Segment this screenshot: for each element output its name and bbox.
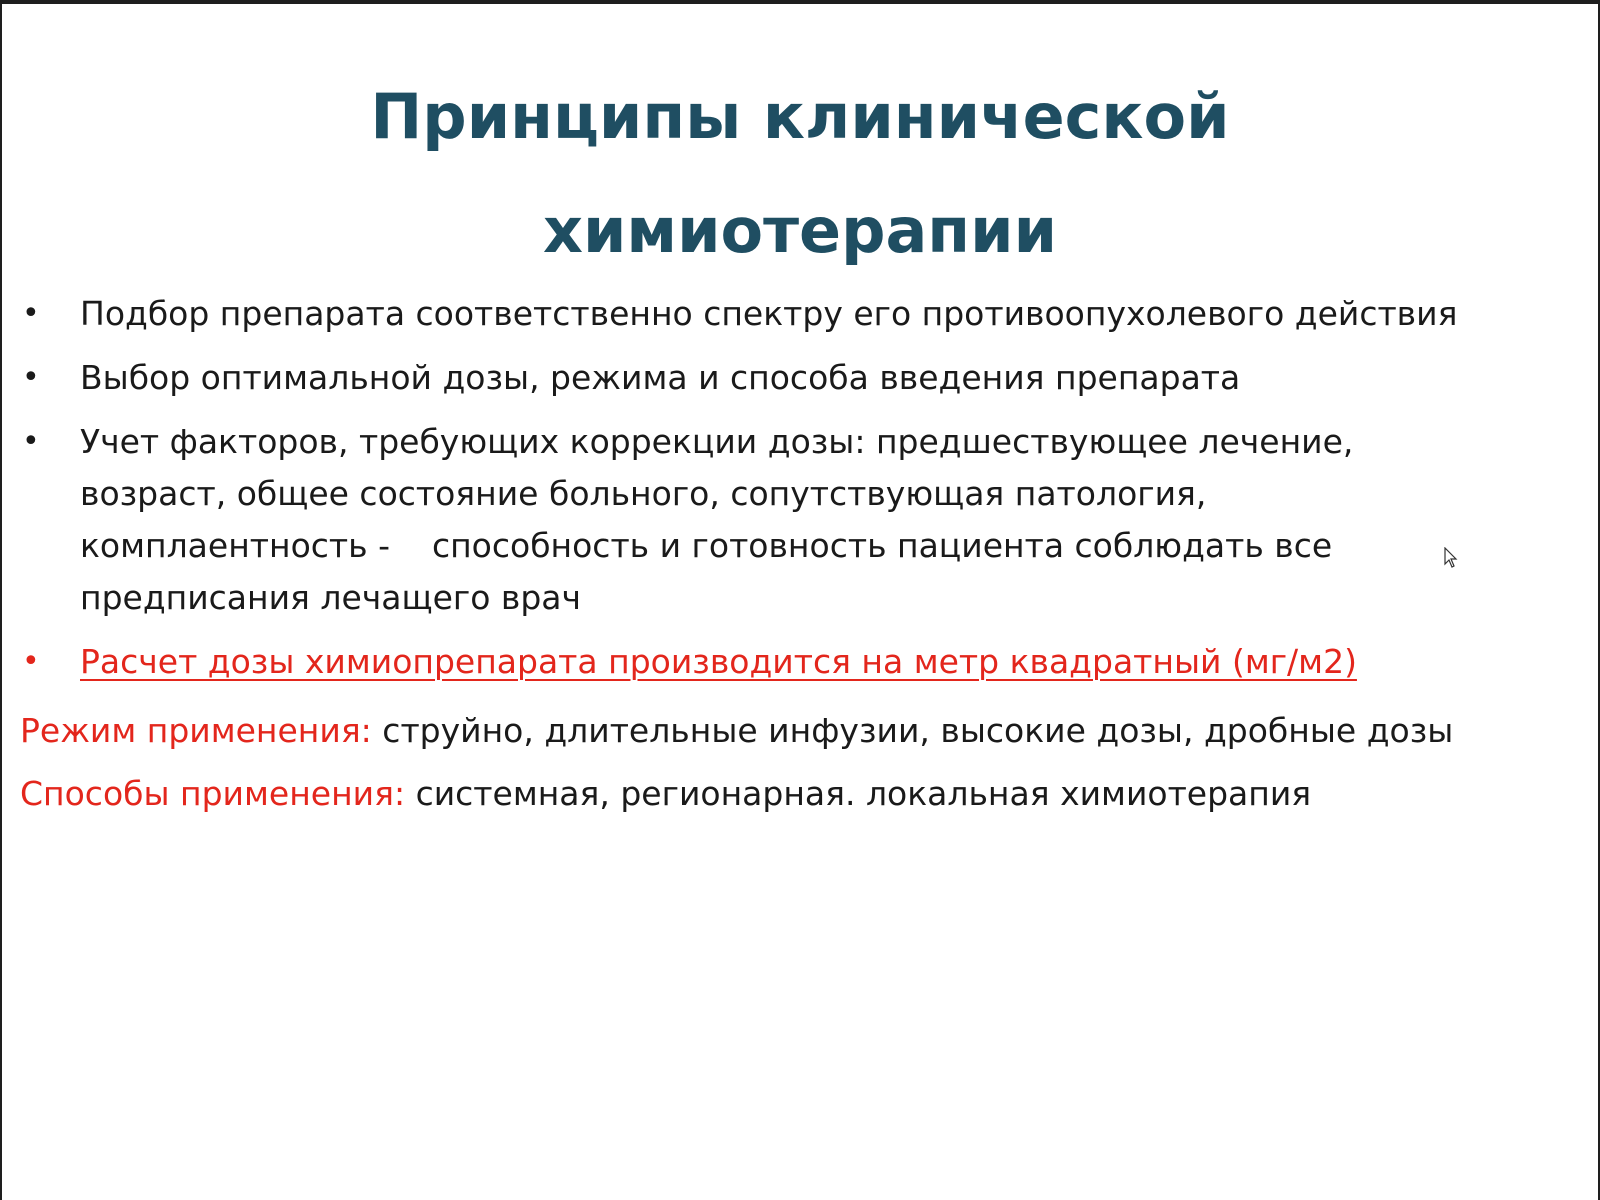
slide-title — [2, 60, 1598, 288]
bullet-item-dose-choice — [20, 352, 1580, 404]
bullet-dot-icon: • — [22, 360, 40, 395]
bullet-text: Расчет дозы химиопрепарата производится на метр квадратный (мг/м2) — [80, 642, 1357, 681]
bullet-item-dose-calculation — [20, 636, 1580, 688]
bullet-item-drug-selection — [20, 288, 1580, 340]
mode-of-application — [20, 705, 1453, 757]
bullet-text-line-4: предписания лечащего врач — [80, 578, 582, 617]
methods-of-application — [20, 768, 1311, 820]
bullet-dot-icon: • — [22, 644, 40, 679]
methods-value: системная, регионарная. локальная химиотерапия — [405, 774, 1312, 813]
mode-label: Режим применения: — [20, 711, 372, 750]
slide-title-line-2: химиотерапии — [542, 194, 1058, 267]
bullet-text-line-2: возраст, общее состояние больного, сопутствующая патология, — [80, 474, 1207, 513]
bullet-text: Выбор оптимальной дозы, режима и способа введения препарата — [80, 358, 1241, 397]
bullet-dot-icon: • — [22, 296, 40, 331]
bullet-text-line-3: комплаентность - способность и готовность пациента соблюдать все — [80, 526, 1333, 565]
methods-label: Способы применения: — [20, 774, 406, 813]
slide — [2, 4, 1598, 1200]
bullet-text-line-1: Учет факторов, требующих коррекции дозы: предшествующее лечение, — [80, 422, 1354, 461]
bullet-item-dose-factors — [20, 416, 1580, 624]
bullet-dot-icon: • — [22, 424, 40, 459]
mouse-pointer-icon — [1444, 547, 1458, 569]
bullet-list — [20, 288, 1580, 700]
bullet-text: Подбор препарата соответственно спектру его противоопухолевого действия — [80, 294, 1458, 333]
slide-title-line-1: Принципы клинической — [370, 80, 1230, 153]
mode-value: струйно, длительные инфузии, высокие дозы, дробные дозы — [371, 711, 1454, 750]
